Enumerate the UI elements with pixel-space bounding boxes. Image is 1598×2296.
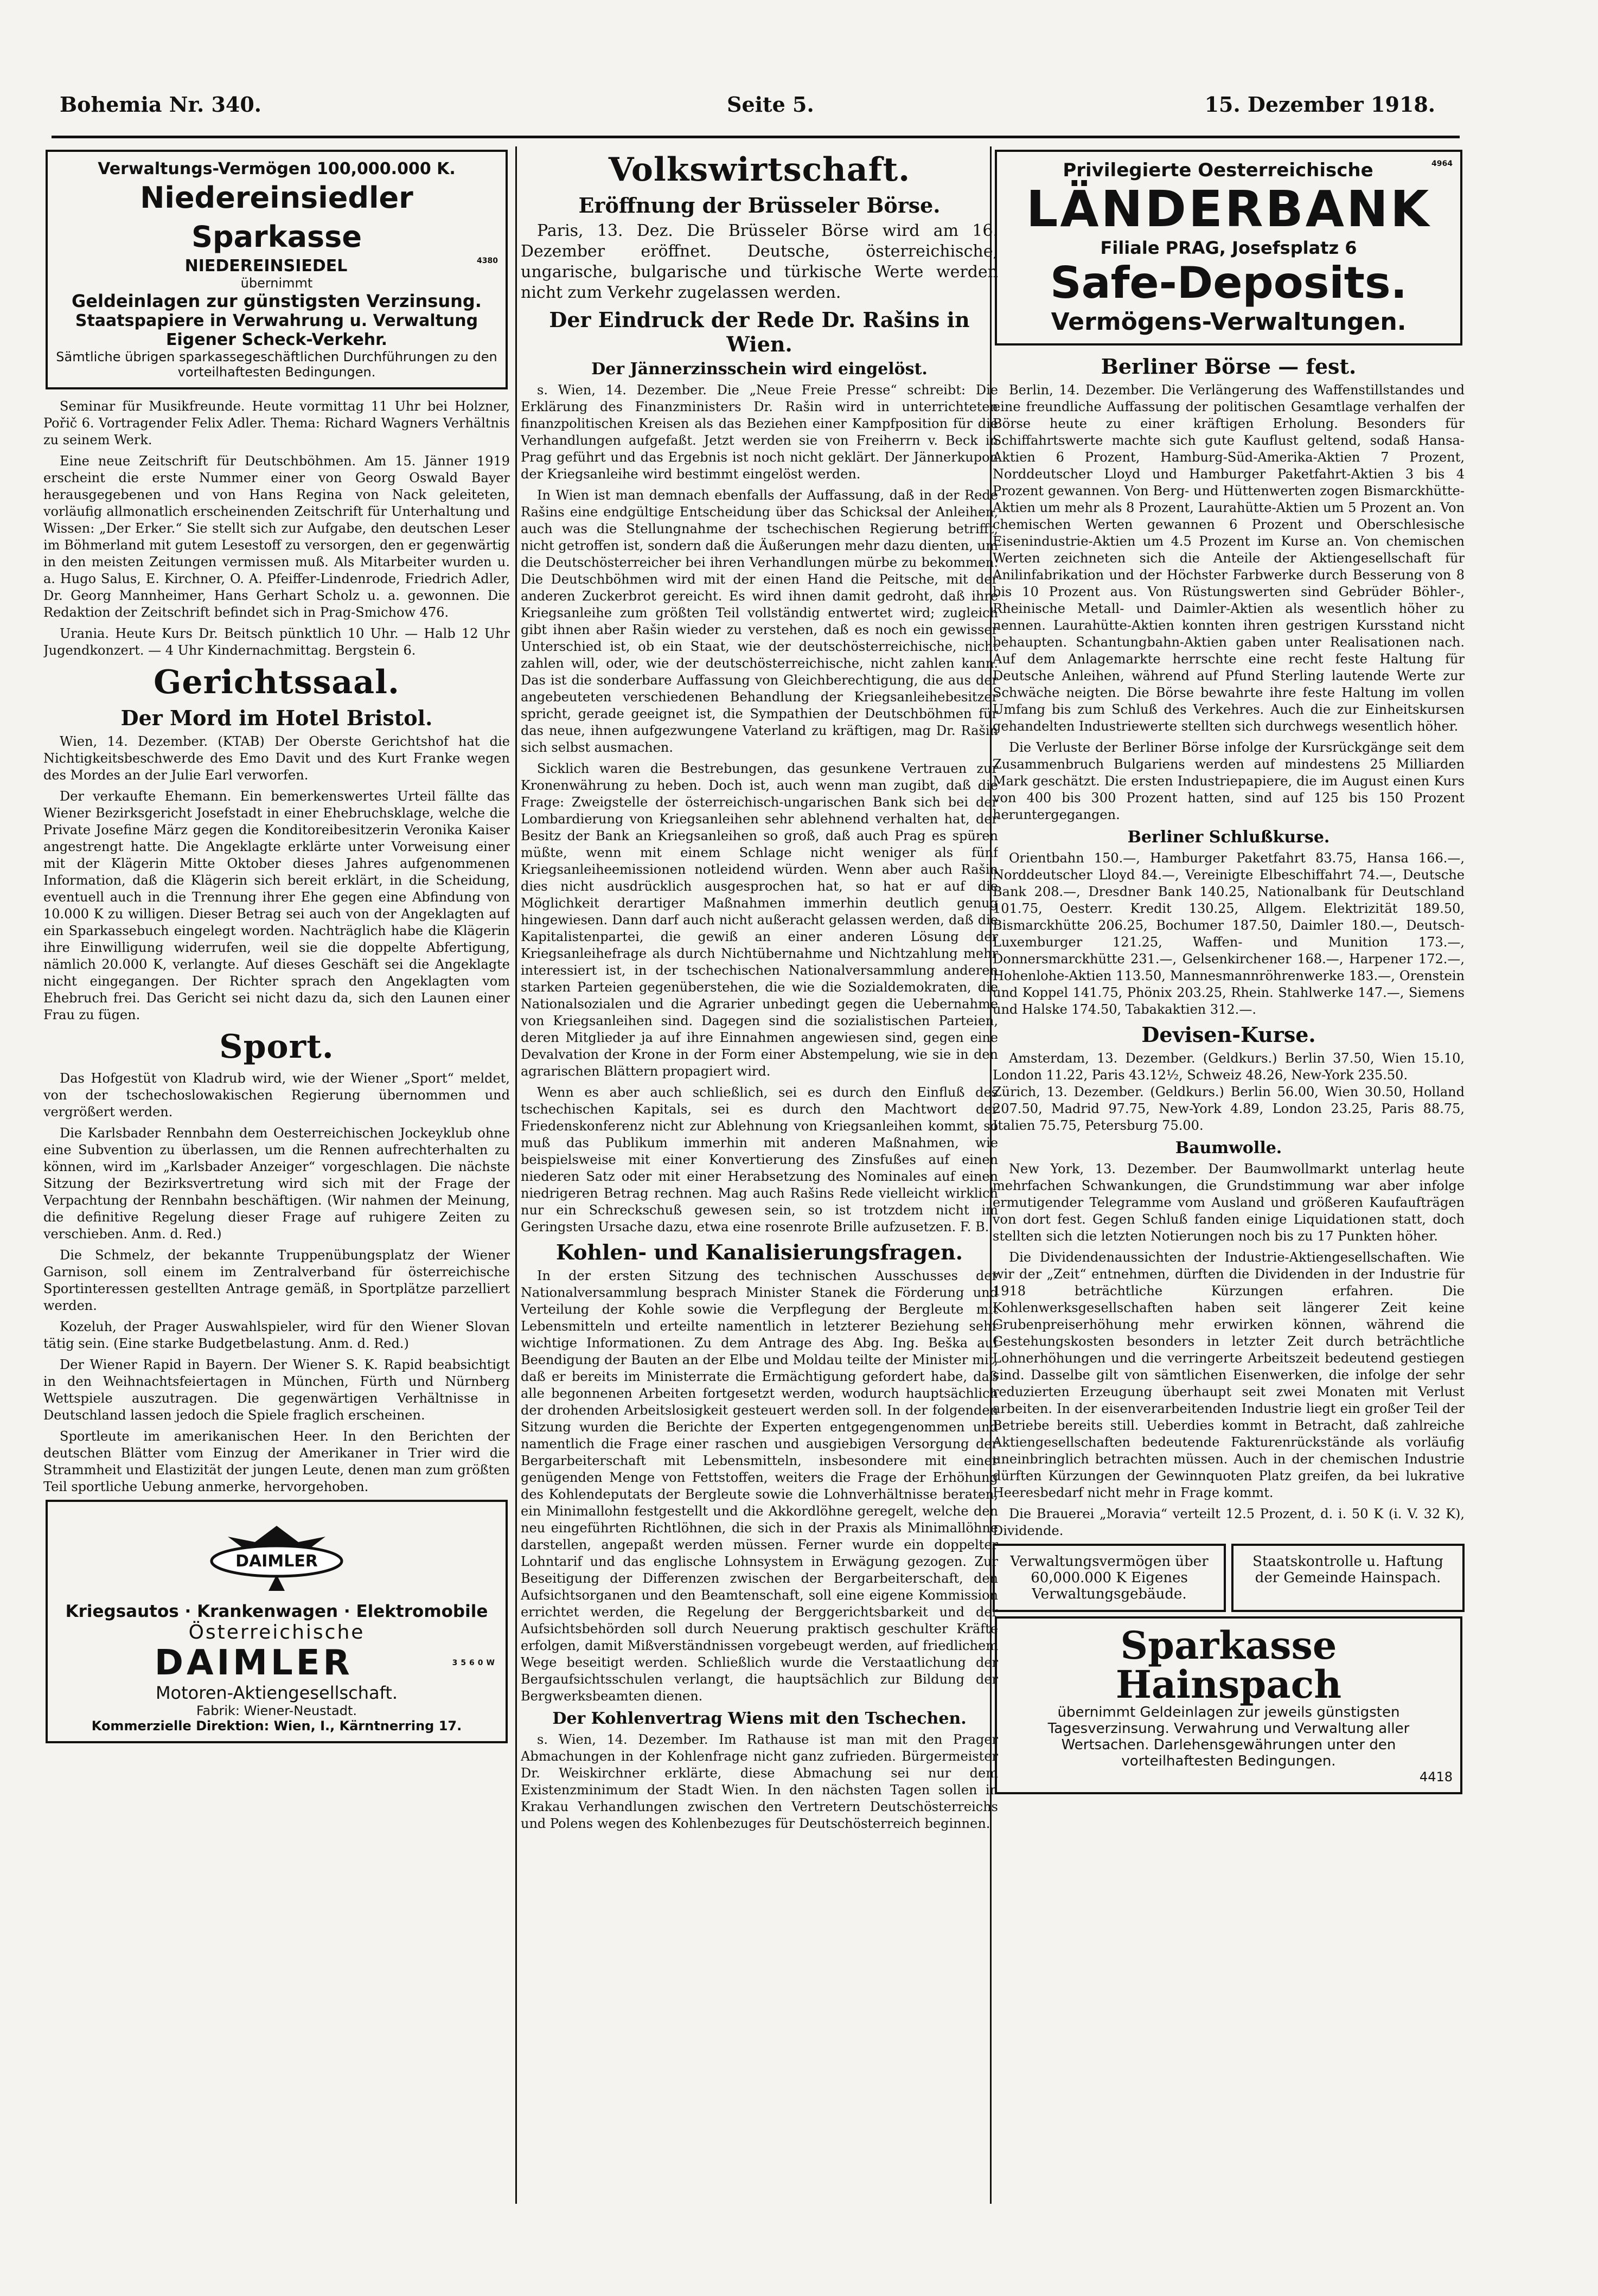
article-title: Eröffnung der Brüsseler Börse. <box>578 193 941 218</box>
section-title-gerichtssaal: Gerichtssaal. <box>154 663 400 701</box>
article-paragraph: Wien, 14. Dezember. (KTAB) Der Oberste Gerichtshof hat die Nichtigkeitsbeschwerde des Emo Davit und des Kurt Franke wegen des Mordes an der Julie Earl verworfen. <box>43 734 510 783</box>
column-divider <box>515 146 517 2204</box>
article-paragraph: In der ersten Sitzung des technischen Ausschusses der Nationalversammlung besprach Minister Stanek die Förderung und Verteilung der Kohle sowie die Verpflegung der Bergleute mit Lebensmitteln und erteilte namentlich in letzterer Beziehung sehr wichtige Informationen. Zu dem Antrage des Abg. Ing. Beška auf Beendigung der Bauten an der Elbe und Moldau teilte der Minister mit, daß er bereits im Ministerrate die Ermächtigung gefordert habe, daß alle begonnenen Arbeiten fortgesetzt werden, wodurch hauptsächlich der drohenden Arbeitslosigkeit gesteuert werden soll. In der folgenden Sitzung wurden die Berichte der Experten entgegengenommen und namentlich die Frage einer raschen und ausgiebigen Versorgung der Bergarbeiterschaft mit Lebensmitteln, insbesondere mit einer genügenden Menge von Fettstoffen, weiters die Frage der Erhöhung des Kohlendeputats der Bergleute sowie die Lohnverhältnisse beraten, ein Minimallohn festgestellt und die Akkordlöhne geregelt, welche den neu eingeführten Richtlöhnen, die sich in der Praxis als Minimallöhne darstellen, angepaßt werden müssen. Ferner wurde ein doppelter Lohntarif und das englische Lohnsystem in Erwägung gezogen. Zur Beseitigung der Differenzen zwischen der Bergarbeiterschaft, den Aufsichtsorganen und den Beamtenschaft, soll eine eigene Kommission errichtet werden, die Regelung der Berggerichtsbarkeit und der Aufsichtsbehörden soll durch Neuerung praktisch geschulter Kräfte erfolgen, damit Mißverständnissen vorgebeugt werden, auf friedlichem Wege beseitigt werden. Schließlich wurde die Verstaatlichung der Bergaufsichtsschulen verlangt, die hauptsächlich zur Bildung der Bergwerksbeamten dienen. <box>521 1268 998 1704</box>
ad-line: Safe-Deposits. <box>1050 258 1408 308</box>
article-paragraph: Die Dividendenaussichten der Industrie-Aktiengesellschaften. Wie wir der „Zeit“ entnehmen, dürften die Dividenden in der Industrie für 1918 beträchtliche Kürzungen erfahren. Die Kohlenwerksgesellschaften haben seit längerer Zeit keine Grubenpreiserhöhung mehr erwirken können, während die Gestehungskosten besonders in letzter Zeit durch beträchtliche Lohnerhöhungen und die verringerte Arbeitszeit bedeutend gestiegen sind. Dasselbe gilt von sämtlichen Eisenwerken, die infolge der sehr reduzierten Erzeugung überhaupt seit zwei Monaten mit Verlust arbeiten. In der eisenverarbeitenden Industrie liegt ein großer Teil der Betriebe bereits still. Ueberdies kommt in Betracht, daß zahlreiche Aktiengesellschaften bedeutende Fakturenrückstände als vorläufig uneinbringlich betrachten müssen. Auch in der chemischen Industrie dürften Kürzungen der Gewinnquoten Platz greifen, da bei lukrative Heeresbedarf nicht mehr in Frage kommt. <box>993 1250 1465 1500</box>
page-number: Seite 5. <box>727 92 814 117</box>
article-title: Baumwolle. <box>1175 1139 1282 1157</box>
ad-line: Vermögens-Verwaltungen. <box>1051 308 1407 336</box>
news-item: Seminar für Musikfreunde. Heute vormittag 11 Uhr bei Holzner, Pořič 6. Vortragender Felix Adler. Thema: Richard Wagners Verhältnis zu seinem Werk. <box>43 399 510 447</box>
article-paragraph: Sicklich waren die Bestrebungen, das gesunkene Vertrauen zur Kronenwährung zu heben. Doch ist, auch wenn man zugibt, daß die Frage: Zweigstelle der österreichisch-ungarischen Bank sich bei der Lombardierung von Kriegsanleihen sehr ablehnend verhalten hat, der Besitz der Bank an Kriegsanleihen so groß, daß auch Prag es spüren müßte, wenn mit einem Schlage nicht weniger als fünf Kriegsanleiheemissionen notleidend würden. Wenn aber auch Rašin dies nicht ausdrücklich ausgesprochen hat, so hat er auf die Möglichkeit derartiger Maßnahmen immerhin deutlich genug hingewiesen. Dann darf auch nicht außeracht gelassen werden, daß die Kapitalistenpartei, die gewiß an einer anderen Lösung der Kriegsanleihefrage als durch Nichtübernahme und Nichtzahlung mehr interessiert ist, in der tschechischen Nationalversammlung anderen starken Parteien gegenüberstehen, die wie die Sozialdemokraten, die Nationalsozialen und die Agrarier unbedingt gegen die Uebernahme von Kriegsanleihen sind. Dagegen sind die sozialistischen Parteien, deren Mitglieder ja auf ihre Einnahmen angewiesen sind, gegen eine Devalvation der Krone in der Form einer Abstempelung, wie sie in den agrarischen Blättern propagiert wird. <box>521 761 998 1079</box>
article-subtitle: Der Jännerzinsschein wird eingelöst. <box>591 360 928 379</box>
ad-code: 4418 <box>1419 1769 1453 1785</box>
ad-code: 4380 <box>477 257 498 265</box>
article-paragraph: Die Brauerei „Moravia“ verteilt 12.5 Prozent, d. i. 50 K (i. V. 32 K), Dividende. <box>993 1506 1465 1538</box>
ad-line: Kommerzielle Direktion: Wien, I., Kärntnerring 17. <box>91 1718 462 1734</box>
article-title: Kohlen- und Kanalisierungsfragen. <box>555 1240 963 1264</box>
ad-line: Verwaltungs-Vermögen 100,000.000 K. <box>98 159 456 178</box>
ad-line: Kriegsautos · Krankenwagen · Elektromobile <box>65 1602 488 1621</box>
article-paragraph: Amsterdam, 13. Dezember. (Geldkurs.) Berlin 37.50, Wien 15.10, London 11.22, Paris 43.12½, Schweiz 48.26, New-York 235.50. Zürich, 13. Dezember. (Geldkurs.) Berlin 56.00, Wien 30.50, Holland 207.50, Madrid 97.75, New-York 4.89, London 23.25, Paris 88.75, Italien 75.75, Petersburg 75.00. <box>993 1051 1465 1133</box>
article-paragraph: In Wien ist man demnach ebenfalls der Auffassung, daß in der Rede Rašins eine endgültige Entscheidung über das Schicksal der Anleihen, auch was die Stellungnahme der tschechischen Regierung betrifft, nicht getroffen ist, sondern daß die Äußerungen mehr dazu dienten, um die Deutschösterreicher bei ihren Verhandlungen mürbe zu bekommen. Die Deutschböhmen wird mit der einen Hand die Peitsche, mit der anderen Zuckerbrot gereicht. Es wird ihnen damit gedroht, daß ihre Kriegsanleihe zum größten Teil vollständig entwertet wird; zugleich gibt ihnen aber Rašin wieder zu verstehen, daß es noch ein gewisser Unterschied ist, ob ein Staat, wie der deutschösterreichische, nicht zahlen will, oder, wie der deutschösterreichische, nicht zahlen kann. Das ist die sonderbare Auffassung von Gleichberechtigung, die aus der angebeuteten verschiedenen Behandlung der Kriegsanleihebesitzer spricht, gerade geeignet ist, die Sympathien der Deutschböhmen für das neue, ihnen aufgezwungene Vaterland zu kräftigen, mag Dr. Rašin sich selbst ausmachen. <box>521 488 998 755</box>
column-middle <box>521 146 998 2204</box>
ad-line: übernimmt <box>240 276 313 291</box>
ad-line: Geldeinlagen zur günstigsten Verzinsung. <box>72 291 482 311</box>
ad-line <box>55 1643 498 1683</box>
ad-body: übernimmt Geldeinlagen zur jeweils günstigsten Tagesverzinsung. Verwahrung und Verwaltung aller Wertsachen. Darlehensgewährungen unter den vorteilhaftesten Bedingungen. <box>1047 1704 1410 1769</box>
column-left <box>43 146 510 2204</box>
section-title-volkswirtschaft: Volkswirtschaft. <box>608 151 911 189</box>
page-header <box>60 92 1435 125</box>
ad-line: Motoren-Aktiengesellschaft. <box>155 1683 398 1703</box>
ad-line: Sämtliche übrigen sparkassegeschäftlichen Durchführungen zu den vorteilhaftesten Bedingungen. <box>56 349 497 380</box>
article-title: Devisen-Kurse. <box>1141 1022 1316 1047</box>
ad-title: LÄNDERBANK <box>1026 180 1431 238</box>
article-title: Berliner Börse — fest. <box>1101 354 1357 379</box>
header-rule <box>52 136 1460 138</box>
ad-laenderbank <box>995 150 1462 346</box>
ad-line: Staatspapiere in Verwahrung u. Verwaltung <box>75 311 478 330</box>
ad-daimler <box>46 1500 508 1743</box>
article-paragraph: Die Verluste der Berliner Börse infolge der Kursrückgänge seit dem Zusammenbruch Bulgariens werden auf mindestens 25 Milliarden Mark geschätzt. Die ersten Industriepapiere, die im August einen Kurs von 400 bis 300 Prozent hatten, sind auf 125 bis 150 Prozent heruntergegangen. <box>993 740 1465 822</box>
ad-sparkasse-hainspach <box>995 1616 1462 1794</box>
article-paragraph: Paris, 13. Dez. Die Brüsseler Börse wird am 16. Dezember eröffnet. Deutsche, österreichische, ungarische, bulgarische und türkische Werte werden nicht zum Verkehr zugelassen werden. <box>521 221 998 302</box>
ad-line: Eigener Scheck-Verkehr. <box>165 330 388 349</box>
ad-line: Österreichische <box>188 1621 365 1643</box>
ad-line: Fabrik: Wiener-Neustadt. <box>196 1703 357 1718</box>
ad-verwaltungsvermoegen: Verwaltungsvermögen über 60,000.000 K Eigenes Verwaltungsgebäude. <box>993 1544 1226 1612</box>
daimler-logo-text: DAIMLER <box>235 1552 318 1571</box>
ad-brand: DAIMLER <box>154 1643 353 1683</box>
issue-date: 15. Dezember 1918. <box>1204 92 1435 117</box>
paper-issue: Bohemia Nr. 340. <box>60 92 262 117</box>
article-title: Der Eindruck der Rede Dr. Rašins in Wien. <box>549 308 970 356</box>
article-paragraph: s. Wien, 14. Dezember. Die „Neue Freie Presse“ schreibt: Die Erklärung des Finanzministers Dr. Rašin wird in unterrichteten finanzpolitischen Kreisen als das Beziehen einer Kampfposition für die Verhandlungen aufgefaßt. Jetzt werden sie von Freiherrn v. Beck in Prag geführt und das Ergebnis ist noch nicht geklärt. Der Jännerkupon der Kriegsanleihe wird bestimmt eingelöst werden. <box>521 382 998 482</box>
ad-code: 4964 <box>1431 159 1453 168</box>
article-paragraph: Die Schmelz, der bekannte Truppenübungsplatz der Wiener Garnison, soll einem im Zentralverband für österreichische Sportinteressen gestellten Antrage gemäß, in Sportplätze parzelliert werden. <box>43 1248 510 1313</box>
column-right <box>993 146 1465 2204</box>
article-paragraph: Der verkaufte Ehemann. Ein bemerkenswertes Urteil fällte das Wiener Bezirksgericht Josefstadt in einer Ehebruchsklage, welche die Private Josefine März gegen die Konditoreibesitzerin Veronika Kaiser angestrengt hatte. Die Angeklagte erklärte unter Vorweisung einer mit der Klägerin Mitte Oktober dieses Jahres aufgenommenen Information, daß die Klägerin sich bereit erklärt, in die Scheidung, eventuell auch in die Trennung ihrer Ehe gegen eine Abfindung von 10.000 K zu willigen. Dieser Betrag sei auch von der Angeklagten auf ein Sparkassebuch eingelegt worden. Nachträglich habe die Klägerin ihre Einwilligung widerrufen, weil sie die doppelte Abfertigung, nämlich 20.000 K, verlangte. Auf dieses Geschäft sei die Angeklagte nicht eingegangen. Der Richter sprach den Angeklagten vom Ehebruch frei. Das Gericht sei nicht dazu da, sich den Launen einer Frau zu fügen. <box>43 789 510 1022</box>
ad-code: 3560W <box>452 1659 498 1667</box>
article-paragraph: Wenn es aber auch schließlich, sei es durch den Einfluß des tschechischen Kapitals, sei es durch den Machtwort der Friedenskonferenz nicht zur Ablehnung von Kriegsanleihen kommt, so muß das Publikum immerhin mit anderen Maßnahmen, wie beispielsweise mit einer Konvertierung des Zinsfußes auf einen niederen Satz oder mit einer Herabsetzung des Nominales auf einen niedrigeren Betrag rechnen. Mag auch Rašins Rede vielleicht wirklich nur ein Schreckschuß gewesen sein, so ist trotzdem nicht im Geringsten Ursache dazu, etwa eine rosenrote Brille aufzusetzen. F. B. <box>521 1085 998 1235</box>
article-paragraph: New York, 13. Dezember. Der Baumwollmarkt unterlag heute mehrfachen Schwankungen, die Grundstimmung war aber infolge ermutigender Telegramme vom Ausland und größeren Kaufaufträgen von dort fest. Gegen Schluß fanden einige Liquidationen statt, doch stellten sich die letzten Notierungen noch bis zu 17 Punkten höher. <box>993 1161 1465 1244</box>
daimler-logo-icon <box>195 1515 358 1596</box>
article-paragraph: Die Karlsbader Rennbahn dem Oesterreichischen Jockeyklub ohne eine Subvention zu überlassen, um die Rennen aufrechterhalten zu können, wird im „Karlsbader Anzeiger“ vorgeschlagen. Die nächste Sitzung der Bezirksvertretung wird sich mit der Frage der Verpachtung der Rennbahn beschäftigen. (Wir nahmen der Meinung, die definitive Regelung dieser Frage auf ruhigere Zeiten zu verschieben. Anm. d. Red.) <box>43 1125 510 1242</box>
article-paragraph: Orientbahn 150.—, Hamburger Paketfahrt 83.75, Hansa 166.—, Norddeutscher Lloyd 84.—, Vereinigte Elbeschiffahrt 74.—, Deutsche Bank 208.—, Dresdner Bank 140.25, Nationalbank für Deutschland 101.75, Oesterr. Kredit 130.25, Allgem. Elektrizität 189.50, Bismarckhütte 206.25, Bochumer 187.50, Daimler 180.—, Deutsch-Luxemburger 121.25, Waffen- und Munition 173.—, Donnersmarckhütte 231.—, Gelsenkirchener 168.—, Harpener 172.—, Hohenlohe-Aktien 113.50, Mannesmannröhrenwerke 183.—, Orenstein und Koppel 141.75, Phönix 203.25, Rhein. Stahlwerke 147.—, Siemens und Halske 174.50, Tabakaktien 312.—. <box>993 850 1465 1017</box>
article-title: Der Kohlenvertrag Wiens mit den Tschechen. <box>552 1709 967 1728</box>
article-title: Berliner Schlußkurse. <box>1127 828 1330 847</box>
section-title-sport: Sport. <box>219 1028 334 1066</box>
article-title: Der Mord im Hotel Bristol. <box>120 706 433 730</box>
news-item: Urania. Heute Kurs Dr. Beitsch pünktlich 10 Uhr. — Halb 12 Uhr Jugendkonzert. — 4 Uhr Kindernachmittag. Bergstein 6. <box>43 626 510 658</box>
ad-title: Niedereinsiedler Sparkasse <box>140 181 413 254</box>
article-paragraph: Sportleute im amerikanischen Heer. In den Berichten der deutschen Blätter vom Einzug der Amerikaner in Trier wird die Strammheit und Elastizität der jungen Leute, denen man zum größten Teil sportliche Uebung anmerke, hervorgehoben. <box>43 1429 510 1494</box>
article-paragraph: Das Hofgestüt von Kladrub wird, wie der Wiener „Sport“ meldet, von der tschechoslowakischen Regierung übernommen und vergrößert werden. <box>43 1071 510 1120</box>
news-item: Eine neue Zeitschrift für Deutschböhmen. Am 15. Jänner 1919 erscheint die erste Nummer einer von Georg Oswald Bayer herausgegebenen und von Hans Regina von Nack geleiteten, vorläufig allmonatlich erscheinenden Zeitschrift für Unterhaltung und Wissen: „Der Erker.“ Sie stellt sich zur Aufgabe, den deutschen Leser im Böhmerland mit gutem Lesestoff zu versorgen, den er gegenwärtig in den meisten Zeitungen vermissen muß. Als Mitarbeiter wurden u. a. Hugo Salus, E. Kirchner, O. A. Pfeiffer-Lindenrode, Friedrich Adler, Dr. Georg Mannheimer, Hans Gerhart Scholz u. a. gewonnen. Die Redaktion der Zeitschrift befindet sich in Prag-Smichow 476. <box>43 453 510 620</box>
article-paragraph: Kozeluh, der Prager Auswahlspieler, wird für den Wiener Slovan tätig sein. (Eine starke Budgetbelastung. Anm. d. Red.) <box>43 1319 510 1351</box>
ad-staatskontrolle: Staatskontrolle u. Haftung der Gemeinde Hainspach. <box>1231 1544 1465 1612</box>
article-paragraph: s. Wien, 14. Dezember. Im Rathause ist man mit den Prager Abmachungen in der Kohlenfrage nicht ganz zufrieden. Bürgermeister Dr. Weiskirchner erklärte, diese Abmachung sei nur dem Existenzminimum der Stadt Wien. In den nächsten Tagen sollen in Krakau Verhandlungen zwischen den Vertretern Deutschösterreichs und Polens wegen des Kohlenbezuges für Deutschösterreich beginnen. <box>521 1732 998 1831</box>
article-paragraph: Berlin, 14. Dezember. Die Verlängerung des Waffenstillstandes und eine freundliche Auffassung der politischen Gesamtlage verhalfen der Börse heute zu einer kräftigen Erholung. Besonders für Schiffahrtswerte machte sich gute Kauflust geltend, sodaß Hansa-Aktien 6 Prozent, Hamburg-Süd-Amerika-Aktien 7 Prozent, Norddeutscher Lloyd und Hamburger Paketfahrt-Aktien 3 bis 4 Prozent gewannen. Von Berg- und Hüttenwerten zogen Bismarckhütte-Aktien um mehr als 8 Prozent, Laurahütte-Aktien um 5 Prozent an. Von chemischen Werten gewannen 6 Prozent und Oberschlesische Eisenindustrie-Aktien um 4.5 Prozent im Kurse an. Von chemischen Werten zeichneten sich die Anteile der Aktiengesellschaft für Anilinfabrikation und der Höchster Farbwerke durch Besserung von 8 bis 10 Prozent aus. Von Rüstungswerten sind Gebrüder Böhler-, Rheinische Metall- und Daimler-Aktien als wesentlich höher zu nennen. Laurahütte-Aktien konnten ihren gestrigen Kursstand nicht behaupten. Schantungbahn-Aktien gaben unter Realisationen nach. Auf dem Anlagemarkte herrschte eine recht feste Haltung für Deutsche Anleihen, während auf Pfund Sterling lautende Werte zur Schwäche neigten. Die Börse bewahrte ihre feste Haltung im vollen Umfang bis zum Schluß des Verkehres. Auch die zur Einheitskursen gehandelten Industriewerte stellten sich durchwegs wesentlich höher. <box>993 382 1465 734</box>
ad-place: NIEDEREINSIEDEL <box>184 257 348 276</box>
ad-line <box>1005 159 1453 181</box>
ad-line: Filiale PRAG, Josefsplatz 6 <box>1100 238 1357 258</box>
ad-row <box>993 1544 1465 1612</box>
ad-niedereinsiedler-sparkasse <box>46 150 508 389</box>
article-paragraph: Der Wiener Rapid in Bayern. Der Wiener S. K. Rapid beabsichtigt in den Weihnachtsfeiertagen in München, Fürth und Nürnberg Wettspiele auszutragen. Die gegenwärtigen Verhältnisse in Deutschland lassen jedoch die Spiele fraglich erscheinen. <box>43 1357 510 1423</box>
ad-line <box>55 257 498 276</box>
ad-line: Privilegierte Oesterreichische <box>1063 159 1373 181</box>
ad-title: Sparkasse Hainspach <box>1115 1623 1342 1707</box>
